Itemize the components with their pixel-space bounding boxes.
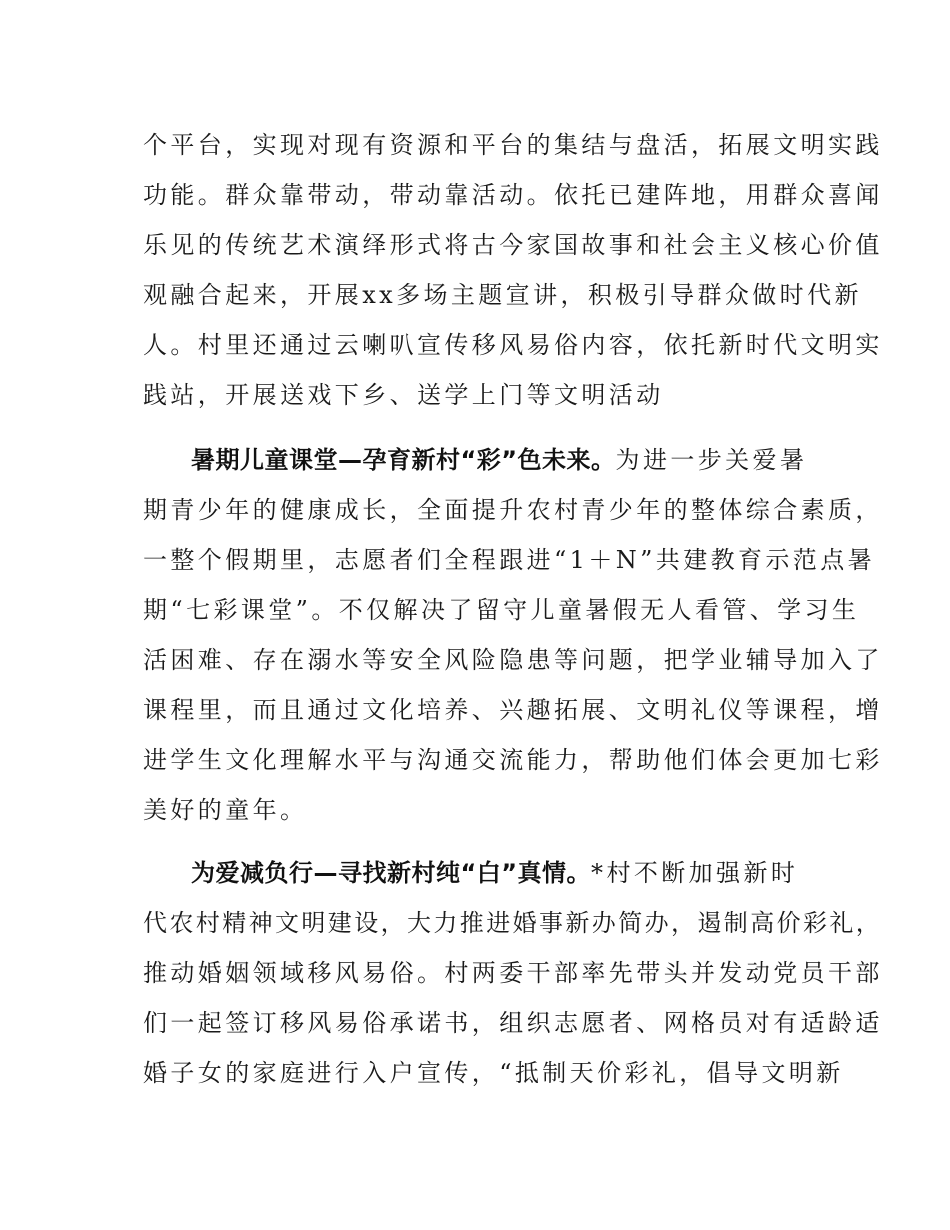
paragraph3-line-3: 推动婚姻领域移风易俗。村两委干部率先带头并发动党员干部 bbox=[143, 959, 883, 987]
paragraph3-heading: 为爱减负行—寻找新村纯“白”真情。 bbox=[191, 859, 592, 887]
paragraph2-line-8: 美好的童年。 bbox=[143, 796, 308, 824]
paragraph3-first-line bbox=[191, 856, 798, 890]
paragraph2-line-7: 进学生文化理解水平与沟通交流能力，帮助他们体会更加七彩 bbox=[143, 746, 883, 774]
paragraph2-first-line-text: 为进一步关爱暑 bbox=[615, 446, 808, 474]
paragraph1-line-3: 乐见的传统艺术演绎形式将古今家国故事和社会主义核心价值 bbox=[143, 231, 883, 259]
paragraph3-first-line-text: *村不断加强新时 bbox=[591, 859, 799, 887]
paragraph2-heading: 暑期儿童课堂—孕育新村“彩”色未来。 bbox=[191, 446, 616, 474]
paragraph2-line-6: 课程里，而且通过文化培养、兴趣拓展、文明礼仪等课程，增 bbox=[143, 696, 883, 724]
paragraph3-line-4: 们一起签订移风易俗承诺书，组织志愿者、网格员对有适龄适 bbox=[143, 1009, 883, 1037]
paragraph2-line-2: 期青少年的健康成长，全面提升农村青少年的整体综合素质， bbox=[143, 496, 883, 524]
paragraph1-line-4: 观融合起来，开展xx多场主题宣讲，积极引导群众做时代新 bbox=[143, 281, 862, 309]
paragraph3-line-5: 婚子女的家庭进行入户宣传，“抵制天价彩礼，倡导文明新 bbox=[143, 1059, 844, 1087]
paragraph3-line-2: 代农村精神文明建设，大力推进婚事新办简办，遏制高价彩礼， bbox=[143, 909, 883, 937]
paragraph1-line-5: 人。村里还通过云喇叭宣传移风易俗内容，依托新时代文明实 bbox=[143, 331, 883, 359]
paragraph2-line-5: 活困难、存在溺水等安全风险隐患等问题，把学业辅导加入了 bbox=[143, 646, 883, 674]
paragraph1-line-2: 功能。群众靠带动，带动靠活动。依托已建阵地，用群众喜闻 bbox=[143, 181, 883, 209]
paragraph1-line-6: 践站，开展送戏下乡、送学上门等文明活动 bbox=[143, 381, 664, 409]
paragraph2-line-4: 期“七彩课堂”。不仅解决了留守儿童暑假无人看管、学习生 bbox=[143, 596, 860, 624]
paragraph2-first-line bbox=[191, 443, 807, 477]
paragraph2-line-3: 一整个假期里，志愿者们全程跟进“1＋N”共建教育示范点暑 bbox=[143, 546, 876, 574]
paragraph1-line-1: 个平台，实现对现有资源和平台的集结与盘活，拓展文明实践 bbox=[143, 131, 883, 159]
